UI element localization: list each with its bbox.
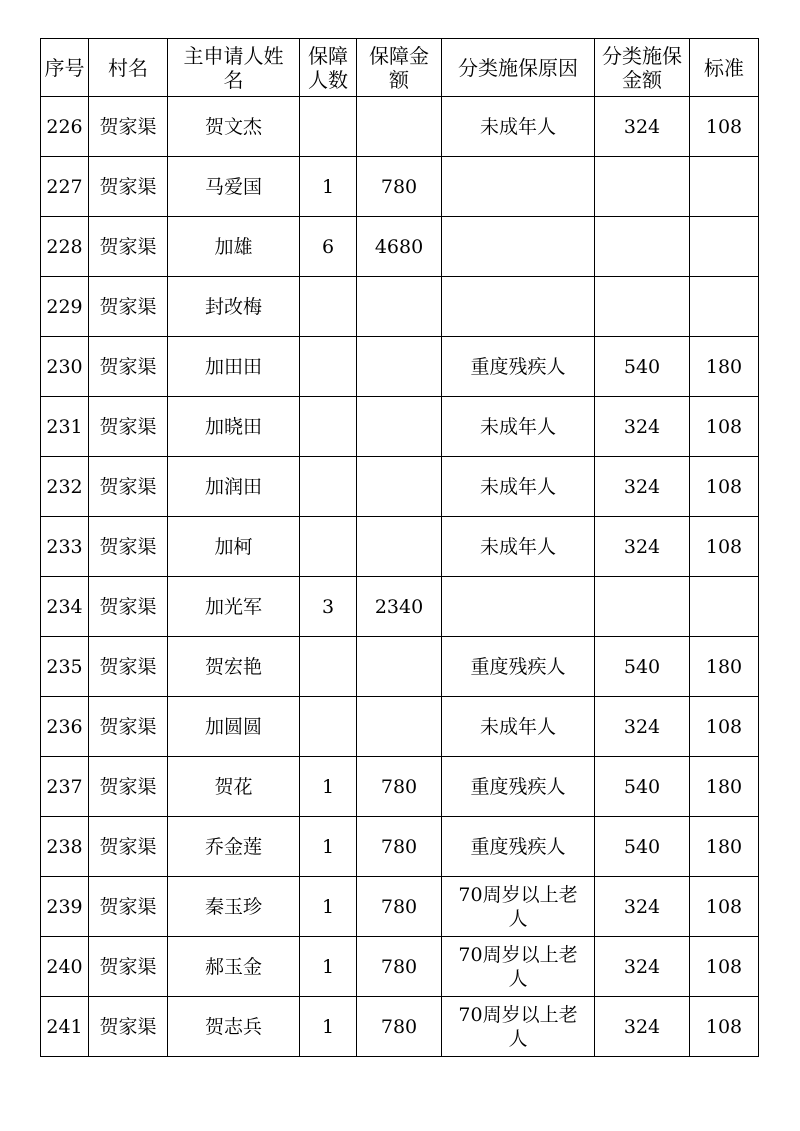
cell-village: 贺家渠 [89,997,168,1057]
cell-standard: 180 [690,337,759,397]
cell-category-amount: 324 [595,457,690,517]
cell-category-amount: 324 [595,517,690,577]
cell-covered-count [300,277,357,337]
table-row [41,517,759,577]
cell-seq: 231 [41,397,89,457]
cell-covered-amount [357,397,442,457]
cell-standard: 108 [690,937,759,997]
table-row [41,157,759,217]
cell-category-amount: 540 [595,637,690,697]
cell-covered-count: 1 [300,817,357,877]
header-category-reason: 分类施保原因 [442,39,595,97]
cell-category-reason: 重度残疾人 [442,817,595,877]
cell-seq: 234 [41,577,89,637]
cell-covered-amount [357,277,442,337]
cell-category-reason [442,157,595,217]
cell-category-amount [595,577,690,637]
cell-applicant-name: 贺文杰 [168,97,300,157]
cell-covered-amount: 780 [357,937,442,997]
cell-category-amount: 324 [595,997,690,1057]
cell-covered-count: 1 [300,157,357,217]
cell-category-amount [595,277,690,337]
cell-covered-count [300,517,357,577]
cell-covered-count: 6 [300,217,357,277]
cell-covered-amount [357,517,442,577]
cell-applicant-name: 贺宏艳 [168,637,300,697]
cell-village: 贺家渠 [89,157,168,217]
cell-covered-amount: 780 [357,877,442,937]
header-row [41,39,759,97]
cell-category-reason: 未成年人 [442,97,595,157]
cell-village: 贺家渠 [89,217,168,277]
cell-category-amount: 540 [595,817,690,877]
cell-applicant-name: 封改梅 [168,277,300,337]
table-row [41,937,759,997]
cell-village: 贺家渠 [89,577,168,637]
table-row [41,217,759,277]
cell-covered-amount: 780 [357,997,442,1057]
cell-village: 贺家渠 [89,97,168,157]
cell-covered-amount: 780 [357,757,442,817]
cell-applicant-name: 加润田 [168,457,300,517]
cell-standard: 108 [690,457,759,517]
cell-covered-count: 3 [300,577,357,637]
cell-village: 贺家渠 [89,877,168,937]
cell-standard: 180 [690,817,759,877]
cell-standard: 108 [690,877,759,937]
cell-applicant-name: 加圆圆 [168,697,300,757]
cell-village: 贺家渠 [89,697,168,757]
cell-seq: 241 [41,997,89,1057]
header-village: 村名 [89,39,168,97]
cell-category-reason: 重度残疾人 [442,637,595,697]
cell-category-reason: 未成年人 [442,457,595,517]
table-row [41,577,759,637]
cell-applicant-name: 加田田 [168,337,300,397]
cell-covered-count [300,637,357,697]
cell-covered-amount: 780 [357,157,442,217]
cell-covered-count: 1 [300,757,357,817]
cell-standard [690,157,759,217]
cell-seq: 235 [41,637,89,697]
table-body [41,97,759,1057]
cell-covered-count: 1 [300,877,357,937]
cell-applicant-name: 乔金莲 [168,817,300,877]
table-row [41,97,759,157]
cell-covered-count [300,397,357,457]
cell-standard: 180 [690,757,759,817]
cell-seq: 237 [41,757,89,817]
cell-category-amount: 324 [595,397,690,457]
cell-seq: 236 [41,697,89,757]
cell-standard: 108 [690,697,759,757]
header-covered-amount: 保障金额 [357,39,442,97]
table-row [41,877,759,937]
cell-covered-count [300,337,357,397]
table-row [41,697,759,757]
header-covered-count: 保障人数 [300,39,357,97]
cell-covered-amount [357,697,442,757]
cell-category-reason: 70周岁以上老人 [442,877,595,937]
cell-village: 贺家渠 [89,517,168,577]
cell-standard: 108 [690,517,759,577]
cell-applicant-name: 加雄 [168,217,300,277]
cell-covered-count [300,697,357,757]
cell-village: 贺家渠 [89,757,168,817]
cell-category-reason: 70周岁以上老人 [442,997,595,1057]
table-row [41,757,759,817]
cell-covered-amount [357,637,442,697]
cell-applicant-name: 贺花 [168,757,300,817]
cell-covered-amount [357,457,442,517]
cell-category-reason: 未成年人 [442,517,595,577]
cell-standard [690,277,759,337]
cell-category-reason [442,217,595,277]
cell-category-reason: 重度残疾人 [442,337,595,397]
header-standard: 标准 [690,39,759,97]
table-row [41,457,759,517]
cell-standard [690,217,759,277]
cell-applicant-name: 加晓田 [168,397,300,457]
cell-category-amount: 324 [595,697,690,757]
cell-category-amount: 324 [595,937,690,997]
cell-seq: 239 [41,877,89,937]
cell-category-reason [442,277,595,337]
cell-category-amount: 324 [595,877,690,937]
cell-seq: 233 [41,517,89,577]
cell-standard: 108 [690,397,759,457]
cell-covered-amount [357,97,442,157]
cell-seq: 238 [41,817,89,877]
cell-seq: 232 [41,457,89,517]
cell-category-amount: 540 [595,337,690,397]
header-seq: 序号 [41,39,89,97]
cell-category-amount [595,217,690,277]
cell-category-reason: 未成年人 [442,697,595,757]
cell-standard [690,577,759,637]
cell-category-amount [595,157,690,217]
assistance-roster-table [40,38,759,1057]
cell-seq: 229 [41,277,89,337]
cell-seq: 226 [41,97,89,157]
cell-applicant-name: 加光军 [168,577,300,637]
cell-applicant-name: 贺志兵 [168,997,300,1057]
table-row [41,397,759,457]
cell-covered-count [300,97,357,157]
cell-category-amount: 324 [595,97,690,157]
cell-covered-amount: 4680 [357,217,442,277]
cell-applicant-name: 秦玉珍 [168,877,300,937]
cell-standard: 108 [690,97,759,157]
cell-covered-amount: 780 [357,817,442,877]
cell-category-reason [442,577,595,637]
cell-standard: 180 [690,637,759,697]
cell-village: 贺家渠 [89,817,168,877]
cell-covered-count: 1 [300,937,357,997]
table-row [41,277,759,337]
cell-category-reason: 未成年人 [442,397,595,457]
table-row [41,637,759,697]
table-row [41,817,759,877]
cell-seq: 228 [41,217,89,277]
table-row [41,337,759,397]
header-category-amount: 分类施保金额 [595,39,690,97]
table-header [41,39,759,97]
cell-village: 贺家渠 [89,637,168,697]
cell-covered-count [300,457,357,517]
cell-covered-count: 1 [300,997,357,1057]
cell-standard: 108 [690,997,759,1057]
cell-village: 贺家渠 [89,337,168,397]
cell-covered-amount [357,337,442,397]
cell-applicant-name: 加柯 [168,517,300,577]
cell-village: 贺家渠 [89,277,168,337]
cell-category-reason: 重度残疾人 [442,757,595,817]
cell-category-reason: 70周岁以上老人 [442,937,595,997]
cell-covered-amount: 2340 [357,577,442,637]
cell-village: 贺家渠 [89,457,168,517]
header-applicant: 主申请人姓名 [168,39,300,97]
cell-applicant-name: 郝玉金 [168,937,300,997]
cell-seq: 240 [41,937,89,997]
cell-village: 贺家渠 [89,397,168,457]
cell-applicant-name: 马爱国 [168,157,300,217]
cell-seq: 227 [41,157,89,217]
cell-village: 贺家渠 [89,937,168,997]
cell-category-amount: 540 [595,757,690,817]
cell-seq: 230 [41,337,89,397]
table-row [41,997,759,1057]
